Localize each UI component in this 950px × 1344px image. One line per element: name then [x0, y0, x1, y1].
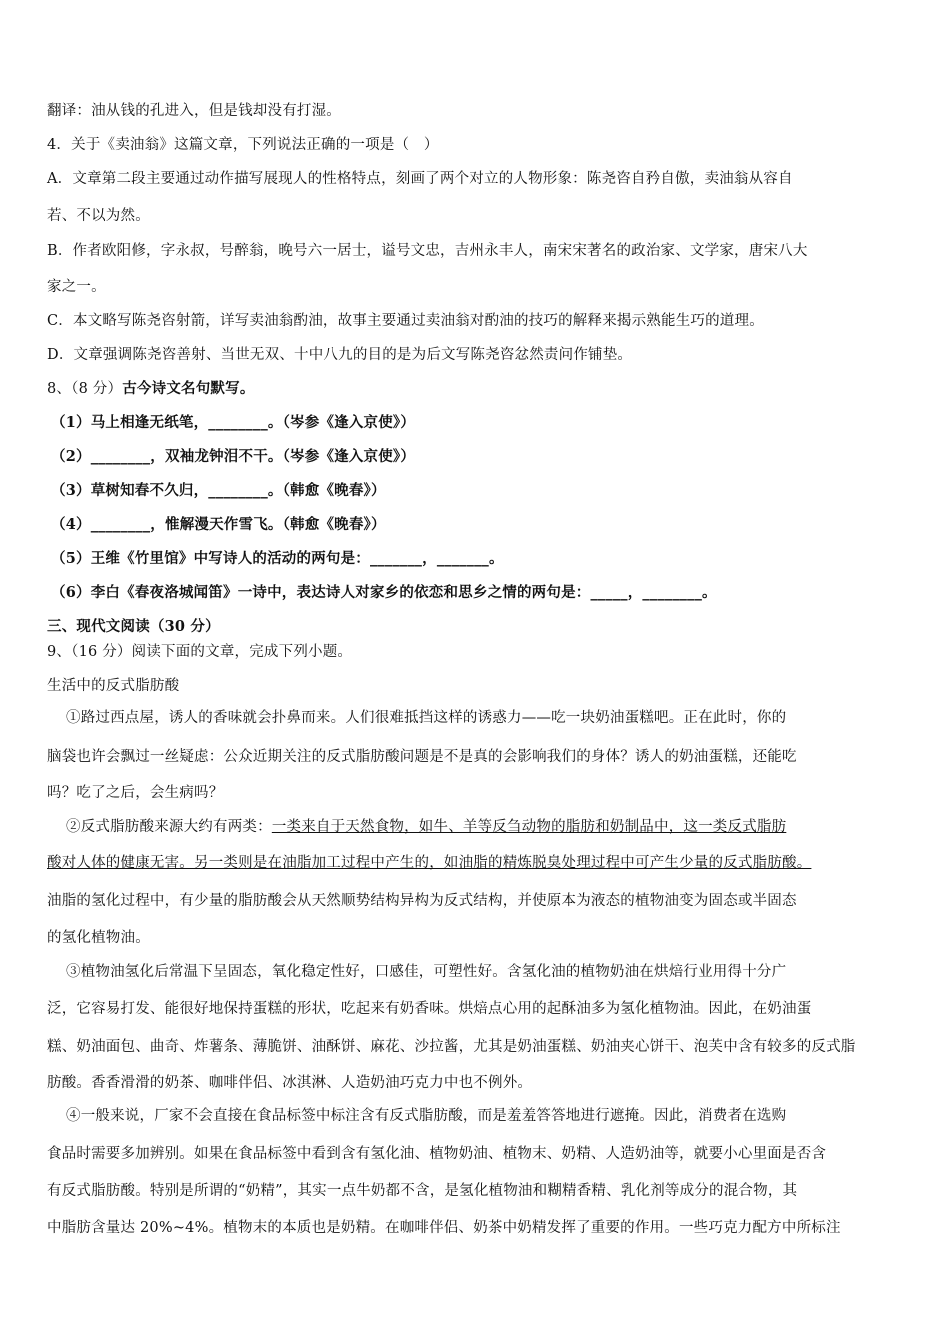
poem-item-4: （4）________，惟解漫天作雪飞。（韩愈《晚春》） — [51, 516, 386, 533]
option-b-line-2: 家之一。 — [47, 279, 106, 295]
para-2-line-1 — [66, 817, 786, 837]
option-c-line: C．本文略写陈尧咨射箭，详写卖油翁酌油，故事主要通过卖油翁对酌油的技巧的解释来揭示熟能生巧的道理。 — [47, 313, 764, 329]
option-a-line-1: A．文章第二段主要通过动作描写展现人的性格特点，刻画了两个对立的人物形象：陈尧咨自矜自傲，卖油翁从容自 — [47, 171, 793, 187]
para-2-lead: ②反式脂肪酸来源大约有两类： — [66, 819, 272, 835]
poem-item-6: （6）李白《春夜洛城闻笛》一诗中，表达诗人对家乡的依恋和思乡之情的两句是：_____，________。 — [51, 584, 717, 601]
option-a-line-2: 若、不以为然。 — [47, 208, 150, 224]
para-2-line-3: 油脂的氢化过程中，有少量的脂肪酸会从天然顺势结构异构为反式结构，并使原本为液态的植物油变为固态或半固态 — [47, 893, 797, 909]
question-9-stem: 9、（16 分）阅读下面的文章，完成下列小题。 — [47, 644, 353, 660]
poem-item-1: （1）马上相逢无纸笔，________。（岑参《逢入京使》） — [51, 414, 416, 431]
para-2-line-4: 的氢化植物油。 — [47, 930, 150, 946]
article-title: 生活中的反式脂肪酸 — [47, 678, 180, 694]
para-4-line-2: 食品时需要多加辨别。如果在食品标签中看到含有氢化油、植物奶油、植物末、奶精、人造奶油等，就要小心里面是否含 — [47, 1146, 827, 1162]
poem-item-2: （2）________，双袖龙钟泪不干。（岑参《逢入京使》） — [51, 448, 416, 465]
poem-item-5: （5）王维《竹里馆》中写诗人的活动的两句是：_______，_______。 — [51, 550, 504, 567]
question-8-title: 古今诗文名句默写。 — [122, 380, 255, 397]
translation-line: 翻译：油从钱的孔进入，但是钱却没有打湿。 — [47, 103, 341, 119]
para-1-line-1: ①路过西点屋，诱人的香味就会扑鼻而来。人们很难抵挡这样的诱惑力——吃一块奶油蛋糕吧。正在此时，你的 — [66, 710, 787, 726]
para-3-line-4: 肪酸。香香滑滑的奶茶、咖啡伴侣、冰淇淋、人造奶油巧克力中也不例外。 — [47, 1075, 533, 1091]
para-3-line-1: ③植物油氢化后常温下呈固态，氧化稳定性好，口感佳，可塑性好。含氢化油的植物奶油在烘焙行业用得十分广 — [66, 964, 787, 980]
para-3-line-3: 糕、奶油面包、曲奇、炸薯条、薄脆饼、油酥饼、麻花、沙拉酱，尤其是奶油蛋糕、奶油夹心饼干、泡芙中含有较多的反式脂 — [47, 1039, 856, 1055]
para-2-underlined-1: 一类来自于天然食物，如牛、羊等反刍动物的脂肪和奶制品中，这一类反式脂肪 — [271, 819, 787, 835]
question-4-stem: 4．关于《卖油翁》这篇文章，下列说法正确的一项是（ ） — [47, 137, 439, 153]
para-1-line-3: 吗？吃了之后，会生病吗？ — [47, 785, 224, 801]
para-2-line-2: 酸对人体的健康无害。另一类则是在油脂加工过程中产生的，如油脂的精炼脱臭处理过程中可产生少量的反式脂肪酸。 — [47, 855, 812, 871]
option-d-line: D．文章强调陈尧咨善射、当世无双、十中八九的目的是为后文写陈尧咨忿然责问作铺垫。 — [47, 347, 633, 363]
section-3-heading: 三、现代文阅读（30 分） — [47, 618, 220, 635]
question-8-number: 8、（8 分） — [47, 381, 123, 397]
para-3-line-2: 泛，它容易打发、能很好地保持蛋糕的形状，吃起来有奶香味。烘焙点心用的起酥油多为氢化植物油。因此，在奶油蛋 — [47, 1001, 812, 1017]
para-4-line-3: 有反式脂肪酸。特别是所谓的“奶精”，其实一点牛奶都不含，是氢化植物油和糊精香精、乳化剂等成分的混合物，其 — [47, 1183, 798, 1199]
question-8-heading — [47, 379, 255, 399]
para-1-line-2: 脑袋也许会飘过一丝疑虑：公众近期关注的反式脂肪酸问题是不是真的会影响我们的身体？诱人的奶油蛋糕，还能吃 — [47, 749, 797, 765]
para-4-line-1: ④一般来说，厂家不会直接在食品标签中标注含有反式脂肪酸，而是羞羞答答地进行遮掩。因此，消费者在选购 — [66, 1108, 787, 1124]
para-4-line-4: 中脂肪含量达 20%~4%。植物末的本质也是奶精。在咖啡伴侣、奶茶中奶精发挥了重要的作用。一些巧克力配方中所标注 — [47, 1220, 841, 1236]
option-b-line-1: B．作者欧阳修，字永叔，号醉翁，晚号六一居士，谥号文忠，吉州永丰人，南宋宋著名的政治家、文学家，唐宋八大 — [47, 243, 808, 259]
poem-item-3: （3）草树知春不久归，________。（韩愈《晚春》） — [51, 482, 386, 499]
